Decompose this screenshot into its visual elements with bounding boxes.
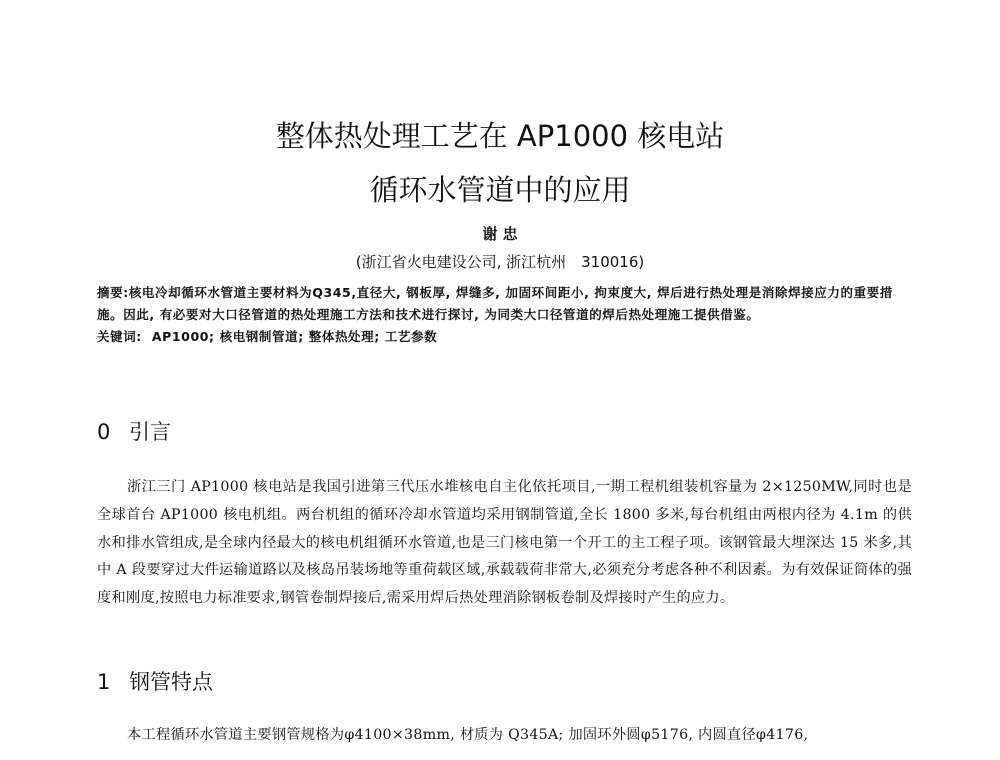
section-heading-introduction [97,418,171,446]
section-number: 1 [97,670,111,694]
author-affiliation: (浙江省火电建设公司, 浙江杭州 310016) [355,253,645,271]
section-number: 0 [97,420,111,444]
section-heading-pipe-features [97,668,213,696]
author-name: 谢 忠 [482,225,518,243]
keywords-line [97,326,912,348]
paper-title-line2: 循环水管道中的应用 [369,173,631,207]
abstract-paragraph [97,282,912,326]
keywords-label: 关键词: [97,329,142,344]
keywords-text: AP1000; 核电钢制管道; 整体热处理; 工艺参数 [151,329,438,344]
section-title: 钢管特点 [129,670,213,694]
body-paragraph: 本工程循环水管道主要钢管规格为φ4100×38mm, 材质为 Q345A; 加固环外圆φ5176, 内圆直径φ4176, [127,727,809,743]
paper-title-line1: 整体热处理工艺在 AP1000 核电站 [275,119,725,153]
section-body-pipe-features [97,722,912,750]
abstract-block [97,282,912,348]
body-paragraph: 浙江三门 AP1000 核电站是我国引进第三代压水堆核电自主化依托项目,一期工程机组装机容量为 2×1250MW,同时也是全球首台 AP1000 核电机组。两台机组的循环冷却水管道均采用钢制管道,全长 1800 多米,每台机组由两根内径为 4.1m 的供水和排水管组成,是全球内径最大的核电机组循环水管道,也是三门核电第一个开工的主工程子项。该钢管最大埋深达 15 米多,其中 A 段要穿过大件运输道路以及核岛吊装场地等重荷载区域,承载载荷非常大,必须充分考虑各种不利因素。为有效保证筒体的强度和刚度,按照电力标准要求,钢管卷制焊接后,需采用焊后热处理消除钢板卷制及焊接时产生的应力。 [97,479,912,607]
abstract-text: 核电冷却循环水管道主要材料为Q345,直径大, 钢板厚, 焊缝多, 加固环间距小, 拘束度大, 焊后进行热处理是消除焊接应力的重要措施。因此, 有必要对大口径管道的热处理施工方法和技术进行探讨, 为同类大口径管道的焊后热处理施工提供借鉴。 [97,285,893,322]
section-title: 引言 [129,420,171,444]
abstract-label: 摘要: [97,285,129,300]
section-body-introduction [97,474,912,613]
